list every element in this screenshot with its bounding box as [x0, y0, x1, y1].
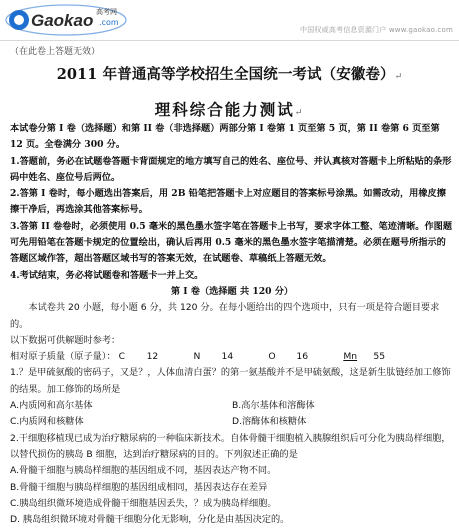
rule-3: 3.答第 II 卷卷时，必须使用 0.5 毫米的黑色墨水签字笔在答题卡上书写，要求字体工整、笔迹清晰。作图题可先用铅笔在答题卡规定的位置绘出，确认后再用 0.5 毫米的黑色墨水签字笔描清楚。必须在题号所指示的答题区域作答，超出答题区域书写的答案无效，在试题卷、草稿纸上答题无效。	[10, 220, 453, 265]
q1-option-b: B.高尔基体和溶酶体	[232, 400, 315, 412]
mass-c: 12	[146, 351, 159, 363]
section-title: 第 I 卷（选择题 共 120 分）	[170, 285, 294, 297]
exam-body	[10, 121, 454, 528]
q2-option-c: C.胰岛组织微环境造成骨髓干细胞基因丢失，？成为胰岛样细胞。	[10, 497, 277, 509]
q2-option-a: A.骨髓干细胞与胰岛样细胞的基因组成不同，基因表达产物不同。	[10, 465, 277, 477]
q1-option-d: D.溶酶体和核糖体	[232, 416, 307, 428]
mass-o: 16	[296, 351, 309, 363]
q1-option-c: C.内质网和核糖体	[10, 416, 84, 428]
mass-mn: 55	[373, 351, 386, 363]
element-o: O	[268, 351, 276, 363]
site-slogan: 中国权威高考信息资源门户 www.gaokao.com	[300, 26, 453, 34]
site-header	[0, 0, 459, 40]
rule-1: 1.答题前，务必在试题卷答题卡背面规定的地方填写自己的姓名、座位号、并认真核对答题卡上所粘贴的条形码中姓名、座位号后两位。	[10, 155, 452, 183]
data-reference: 以下数据可供解题时参考：	[10, 334, 121, 346]
exam-title: 2011 年普通高等学校招生全国统一考试（安徽卷）↵	[56, 66, 403, 83]
intro-paragraph: 本试卷分第 I 卷（选择题）和第 II 卷（非选择题）两部分第 I 卷第 1 页至第 5 页，第 II 卷第 6 页至第 12 页。全卷满分 300 分。	[10, 123, 440, 151]
q1-option-a: A.内质网和高尔基体	[10, 400, 93, 412]
question-1-stem: 1.？是甲硫氨酸的密码子，又是？，人体血清白蛋？的第一氨基酸并不是甲硫氨酸，这是新生肽链经加工修饰的结果。加工修饰的场所是	[10, 367, 451, 395]
mass-n: 14	[221, 351, 234, 363]
section-intro: 本试卷共 20 小题，每小题 6 分，共 120 分。在每小题给出的四个选项中，只有一项是符合题目要求的。	[10, 302, 440, 330]
logo-dotcom: .com	[99, 18, 119, 27]
atomic-masses	[10, 349, 454, 365]
q2-option-b: B.骨髓干细胞与胰岛样细胞的基因组成相同，基因表达存在差异	[10, 481, 268, 493]
logo-cn: 高考网	[96, 8, 117, 16]
question-1-options	[10, 398, 454, 431]
header-divider	[0, 40, 459, 41]
return-mark: ↵	[294, 108, 305, 118]
gaokao-logo[interactable]	[4, 3, 129, 37]
element-c: C	[118, 351, 125, 363]
q2-option-d: D. 胰岛组织微环境对骨髓干细胞分化无影响，分化是由基因决定的。	[10, 514, 290, 526]
logo-wordmark: Gaokao	[31, 11, 94, 30]
question-2-stem: 2.干细胞移植现已成为治疗糖尿病的一种临床新技术。自体骨髓干细胞植入胰腺组织后可分化为胰岛样细胞，以替代损伤的胰岛 B 细胞，达到治疗糖尿病的目的。下列叙述正确的是	[10, 432, 451, 460]
no-answer-note: （在此卷上答题无效）	[10, 47, 101, 57]
atomic-masses-label: 相对原子质量（原子量）：	[10, 351, 116, 363]
rule-2: 2.答第 I 卷时，每小题选出答案后，用 2B 铅笔把答题卡上对应题目的答案标号涂黑。如需改动，用橡皮擦擦干净后，再选涂其他答案标号。	[10, 188, 446, 216]
rule-4: 4.考试结束，务必将试题卷和答题卡一并上交。	[10, 269, 204, 281]
return-mark: ↵	[394, 72, 403, 82]
element-n: N	[193, 351, 201, 363]
element-mn: Mn	[343, 351, 358, 363]
exam-subtitle: 理科综合能力测试↵	[154, 100, 305, 119]
